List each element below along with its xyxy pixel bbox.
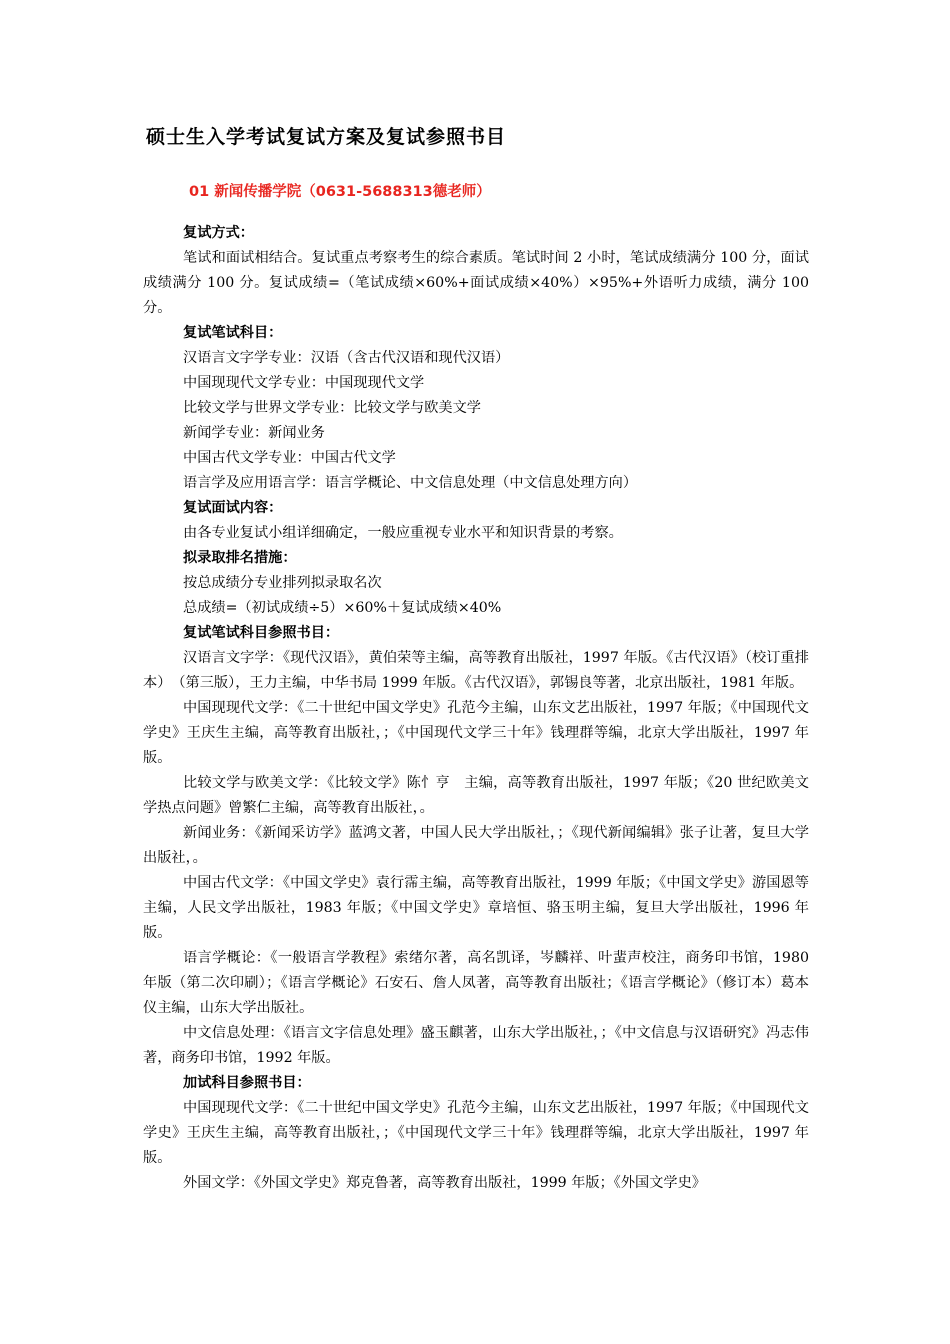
ref-paragraph: 汉语言文字学：《现代汉语》，黄伯荣等主编，高等教育出版社，1997 年版。《古代汉语》（校订重排本） （第三版），王力主编，中华书局 1999 年版。《古代汉语》，郭锡良等著，北京出版社，1981 年版。 — [143, 650, 809, 691]
ranking-item: 按总成绩分专业排列拟录取名次 — [183, 575, 382, 591]
ranking-item: 总成绩=（初试成绩÷5）×60%＋复试成绩×40% — [183, 600, 502, 616]
college-heading: 01 新闻传播学院（0631-5688313德老师） — [189, 184, 491, 200]
interview-heading: 复试面试内容： — [183, 500, 283, 516]
written-heading: 复试笔试科目： — [183, 325, 283, 341]
extra-paragraph: 中国现现代文学：《二十世纪中国文学史》孔范今主编，山东文艺出版社，1997 年版；《中国现代文学史》王庆生主编，高等教育出版社，；《中国现代文学三十年》钱理群等编，北京大学出版社，1997 年版。 — [143, 1100, 809, 1166]
extra-heading: 加试科目参照书目： — [183, 1075, 311, 1091]
ranking-heading: 拟录取排名措施： — [183, 550, 297, 566]
ref-paragraph: 中国现现代文学：《二十世纪中国文学史》孔范今主编，山东文艺出版社，1997 年版；《中国现代文学史》王庆生主编，高等教育出版社，；《中国现代文学三十年》钱理群等编，北京大学出版社，1997 年版。 — [143, 700, 809, 766]
refs-heading: 复试笔试科目参照书目： — [183, 625, 340, 641]
extra-paragraph: 外国文学：《外国文学史》郑克鲁著，高等教育出版社，1999 年版；《外国文学史》 — [183, 1175, 706, 1191]
written-item: 中国现现代文学专业：中国现现代文学 — [183, 375, 425, 391]
written-item: 中国古代文学专业：中国古代文学 — [183, 450, 396, 466]
written-item: 语言学及应用语言学：语言学概论、中文信息处理（中文信息处理方向） — [183, 475, 638, 491]
ref-paragraph: 中国古代文学：《中国文学史》袁行霈主编，高等教育出版社，1999 年版；《中国文学史》游国恩等主编，人民文学出版社，1983 年版；《中国文学史》章培恒、骆玉明主编，复旦大学出版社，1996 年版。 — [143, 875, 809, 941]
document-body — [143, 221, 809, 1196]
ref-paragraph: 语言学概论：《一般语言学教程》索绪尔著，高名凯译，岑麟祥、叶蜚声校注，商务印书馆，1980 年版（第二次印刷）；《语言学概论》石安石、詹人凤著，高等教育出版社；《语言学概论》（修订本）葛本仪主编，山东大学出版社。 — [143, 950, 809, 1016]
ref-paragraph: 新闻业务：《新闻采访学》蓝鸿文著，中国人民大学出版社，；《现代新闻编辑》张子让著，复旦大学出版社，。 — [143, 825, 809, 866]
interview-text: 由各专业复试小组详细确定，一般应重视专业水平和知识背景的考察。 — [183, 525, 623, 541]
ref-paragraph: 中文信息处理：《语言文字信息处理》盛玉麒著，山东大学出版社，；《中文信息与汉语研究》冯志伟著，商务印书馆，1992 年版。 — [143, 1025, 809, 1066]
method-heading: 复试方式： — [183, 225, 254, 241]
ref-paragraph: 比较文学与欧美文学：《比较文学》陈忄亨 主编，高等教育出版社，1997 年版；《20 世纪欧美文学热点问题》曾繁仁主编，高等教育出版社，。 — [143, 775, 809, 816]
written-item: 比较文学与世界文学专业：比较文学与欧美文学 — [183, 400, 481, 416]
written-item: 新闻学专业：新闻业务 — [183, 425, 325, 441]
method-text: 笔试和面试相结合。复试重点考察考生的综合素质。笔试时间 2 小时，笔试成绩满分 100 分，面试成绩满分 100 分。复试成绩=（笔试成绩×60%+面试成绩×40%）×95%+外语听力成绩，满分 100 分。 — [143, 250, 809, 316]
written-item: 汉语言文字学专业：汉语（含古代汉语和现代汉语） — [183, 350, 510, 366]
document-title: 硕士生入学考试复试方案及复试参照书目 — [146, 126, 507, 148]
